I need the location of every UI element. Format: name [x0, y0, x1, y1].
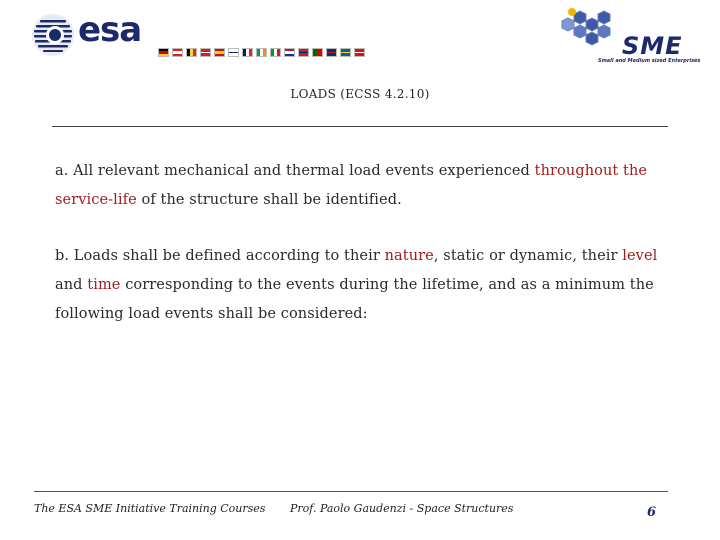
paragraph-a-highlight: throughout the service-life [55, 163, 648, 208]
sme-wordmark: SME [622, 32, 683, 60]
italy-flag-icon [270, 48, 281, 57]
paragraph-b-text-3: and [55, 277, 88, 293]
paragraph-a-text-2: of the structure shall be identified. [136, 192, 402, 208]
title-divider [52, 126, 668, 127]
netherlands-flag-icon [284, 48, 295, 57]
sme-logo [560, 6, 701, 70]
france-flag-icon [242, 48, 253, 57]
germany-flag-icon [158, 48, 169, 57]
belgium-flag-icon [186, 48, 197, 57]
portugal-flag-icon [312, 48, 323, 57]
sme-subtitle: Small and Medium sized Enterprises [598, 58, 701, 64]
austria-flag-icon [172, 48, 183, 57]
esa-wordmark: esa [78, 10, 142, 50]
finland-flag-icon [228, 48, 239, 57]
ireland-flag-icon [256, 48, 267, 57]
footer-divider [34, 491, 668, 492]
norway-flag-icon [298, 48, 309, 57]
denmark-flag-icon [200, 48, 211, 57]
page-title: LOADS (ECSS 4.2.10) [290, 87, 430, 101]
paragraph-b-text-4: corresponding to the events during the lifetime, and as a minimum the following load events shall be considered: [55, 277, 654, 322]
footer-author: Prof. Paolo Gaudenzi - Space Structures [290, 502, 514, 515]
molecule-icon [560, 6, 630, 56]
paragraph-a [55, 157, 667, 215]
member-state-flags [158, 48, 365, 57]
sweden-flag-icon [340, 48, 351, 57]
paragraph-a-text-1: a. All relevant mechanical and thermal load events experienced [55, 163, 535, 179]
spain-flag-icon [214, 48, 225, 57]
switzerland-flag-icon [354, 48, 365, 57]
paragraph-b-highlight-level: level [622, 248, 658, 264]
paragraph-b-text-2: , static or dynamic, their [433, 248, 623, 264]
paragraph-b-text-1: b. Loads shall be defined according to their [55, 248, 385, 264]
paragraph-b [55, 242, 667, 329]
esa-globe-icon [30, 12, 76, 58]
uk-flag-icon [326, 48, 337, 57]
paragraph-b-highlight-nature: nature [384, 248, 434, 264]
esa-logo [30, 12, 370, 62]
paragraph-b-highlight-time: time [87, 277, 121, 293]
page-number: 6 [647, 505, 657, 520]
footer-course-title: The ESA SME Initiative Training Courses [34, 502, 266, 515]
